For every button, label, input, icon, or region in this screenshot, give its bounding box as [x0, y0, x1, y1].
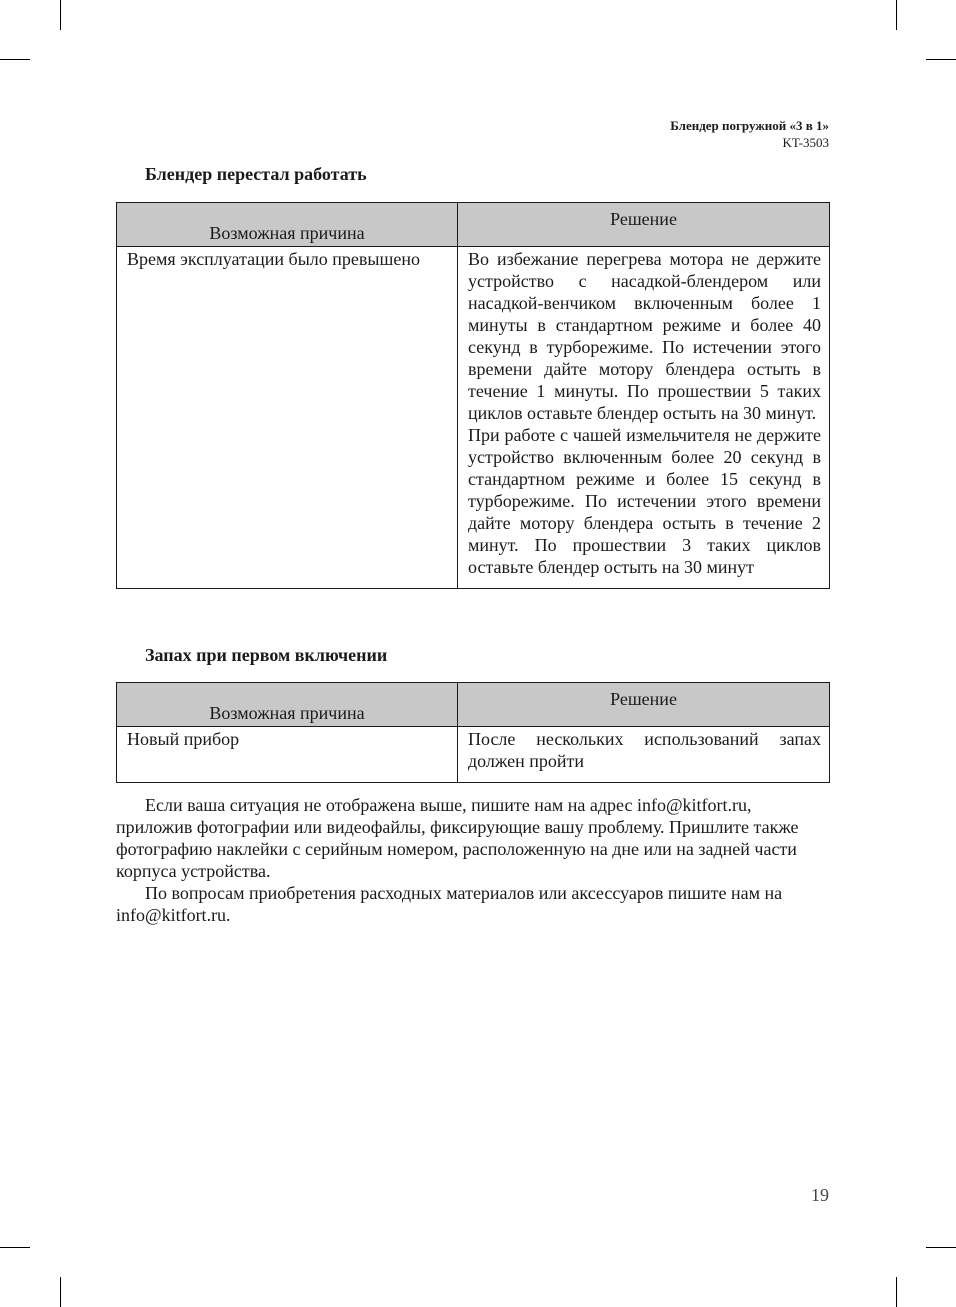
cause-cell: Новый прибор	[117, 727, 458, 783]
body-paragraph: Если ваша ситуация не отображена выше, пишите нам на адрес info@kitfort.ru, приложив фотографии или видеофайлы, фиксирующие вашу проблему. Пришлите также фотографию наклейки с серийным номером, расположенную на дне или на задней части корпуса устройства.	[116, 795, 799, 881]
body-paragraph: По вопросам приобретения расходных материалов или аксессуаров пишите нам на info@kitfort.ru.	[116, 883, 783, 925]
column-header-solution: Решение	[458, 683, 830, 727]
section-title-not-working: Блендер перестал работать	[145, 164, 367, 184]
crop-mark	[60, 0, 61, 30]
troubleshooting-table-not-working	[116, 202, 830, 589]
crop-mark	[0, 1247, 30, 1248]
section-title-smell: Запах при первом включении	[145, 645, 388, 665]
solution-cell	[458, 727, 830, 783]
header-product: Блендер погружной «3 в 1»	[670, 118, 829, 133]
cause-cell: Время эксплуатации было превышено	[117, 247, 458, 589]
table-header-row	[117, 683, 830, 727]
running-header	[670, 117, 829, 151]
contact-info-text	[116, 794, 830, 926]
header-model: KT-3503	[782, 135, 829, 150]
troubleshooting-table-smell	[116, 682, 830, 783]
solution-paragraph: После нескольких использований запах должен пройти	[468, 729, 821, 771]
page-number: 19	[811, 1185, 829, 1205]
table-row	[117, 247, 830, 589]
column-header-solution: Решение	[458, 203, 830, 247]
crop-mark	[896, 0, 897, 30]
crop-mark	[926, 59, 956, 60]
solution-paragraph: Во избежание перегрева мотора не держите устройство с насадкой-блендером или насадкой-венчиком включенным более 1 минуты в стандартном режиме и более 40 секунд в турборежиме. По истечении этого времени дайте мотору блендера остыть в течение 1 минуты. По прошествии 5 таких циклов оставьте блендер остыть на 30 минут.	[468, 249, 821, 423]
table-header-row	[117, 203, 830, 247]
solution-cell	[458, 247, 830, 589]
crop-mark	[926, 1247, 956, 1248]
crop-mark	[60, 1277, 61, 1307]
crop-mark	[896, 1277, 897, 1307]
column-header-cause: Возможная причина	[117, 683, 458, 727]
solution-paragraph: При работе с чашей измельчителя не держите устройство включенным более 20 секунд в стандартном режиме и более 15 секунд в турборежиме. По истечении этого времени дайте мотору блендера остыть в течение 2 минут. По прошествии 3 таких циклов оставьте блендер остыть на 30 минут	[468, 425, 821, 577]
column-header-cause: Возможная причина	[117, 203, 458, 247]
table-row	[117, 727, 830, 783]
crop-mark	[0, 59, 30, 60]
